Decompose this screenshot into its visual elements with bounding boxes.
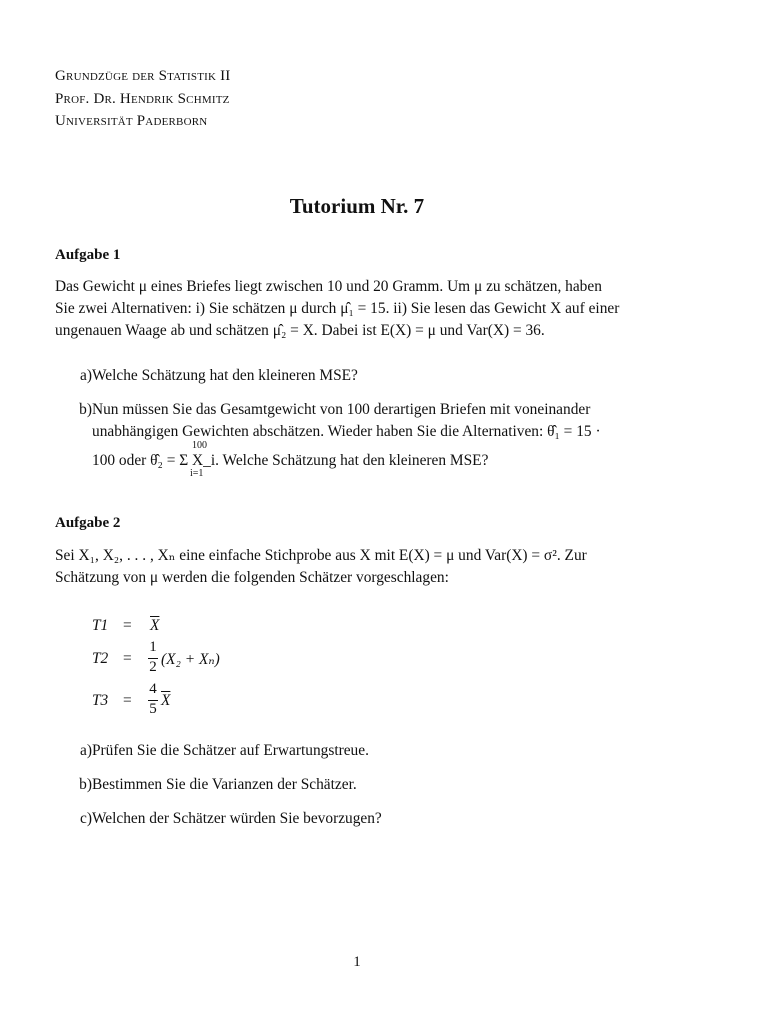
task1-item-b <box>55 399 658 421</box>
eq3-rel: = <box>123 692 132 709</box>
task1-intro <box>55 276 658 342</box>
task2-intro <box>55 545 658 589</box>
task2-heading: Aufgabe 2 <box>55 515 121 531</box>
page-title: Tutorium Nr. 7 <box>289 194 425 218</box>
task2-item-c <box>55 808 658 830</box>
eq3-denominator: 5 <box>149 701 157 717</box>
eq2-numerator: 1 <box>149 639 157 655</box>
item-label: a) <box>80 742 92 759</box>
task1-heading: Aufgabe 1 <box>55 247 121 263</box>
task1-item-a <box>55 365 658 387</box>
task1-item-b-line3: 100 oder θ̂₂ = Σ X_i. Welche Schätzung hat den kleineren MSE? <box>92 452 489 469</box>
eq1-rel: = <box>123 617 132 634</box>
item-text: Prüfen Sie die Schätzer auf Erwartungstreue. <box>92 742 369 759</box>
item-text-line2: unabhängigen Gewichten abschätzen. Wieder haben Sie die Alternativen: θ̂₁ = 15 · <box>92 423 601 440</box>
item-text: Bestimmen Sie die Varianzen der Schätzer. <box>92 776 357 793</box>
eq3-rhs: $\overline{X}$ <box>161 692 171 709</box>
item-label: b) <box>79 776 92 793</box>
course-name: Grundzüge der Statistik II <box>55 68 231 84</box>
item-text: Welche Schätzung hat den kleineren MSE? <box>92 367 358 384</box>
task1-intro-line2: Sie zwei Alternativen: i) Sie schätzen μ durch μ̂₁ = 15. ii) Sie lesen das Gewicht X auf einer <box>55 300 620 317</box>
task1-intro-line3: ungenauen Waage ab und schätzen μ̂₂ = X. Dabei ist E(X) = μ und Var(X) = 36. <box>55 322 545 339</box>
item-text-line1: Nun müssen Sie das Gesamtgewicht von 100 derartigen Briefen mit voneinander <box>92 401 591 418</box>
sum-lower-limit: i=1 <box>190 468 204 479</box>
task1-intro-line1: Das Gewicht μ eines Briefes liegt zwischen 10 und 20 Gramm. Um μ zu schätzen, haben <box>55 278 602 295</box>
eq2-lhs: T2 <box>92 650 109 667</box>
eq3-lhs: T3 <box>92 692 109 709</box>
sum-upper-limit: 100 <box>192 440 207 451</box>
eq3-numerator: 4 <box>149 681 157 697</box>
page-number: 1 <box>353 954 361 970</box>
task2-intro-line2: Schätzung von μ werden die folgenden Schätzer vorgeschlagen: <box>55 569 449 586</box>
item-label: c) <box>80 810 92 827</box>
item-text: Welchen der Schätzer würden Sie bevorzugen? <box>92 810 382 827</box>
task2-item-b <box>55 774 658 796</box>
professor-name: Prof. Dr. Hendrik Schmitz <box>55 91 230 107</box>
item-label: b) <box>79 401 92 418</box>
university-name: Universität Paderborn <box>55 113 208 129</box>
eq1-rhs: $\overline{X}$ <box>150 617 160 634</box>
task2-intro-line1: Sei X₁, X₂, . . . , Xₙ eine einfache Stichprobe aus X mit E(X) = μ und Var(X) = σ². Zur <box>55 547 587 564</box>
eq2-rhs: (X₂ + Xₙ) <box>161 651 220 668</box>
eq2-denominator: 2 <box>149 659 157 675</box>
item-label: a) <box>80 367 92 384</box>
task2-item-a <box>55 740 658 762</box>
eq2-rel: = <box>123 650 132 667</box>
eq1-lhs: T1 <box>92 617 109 634</box>
